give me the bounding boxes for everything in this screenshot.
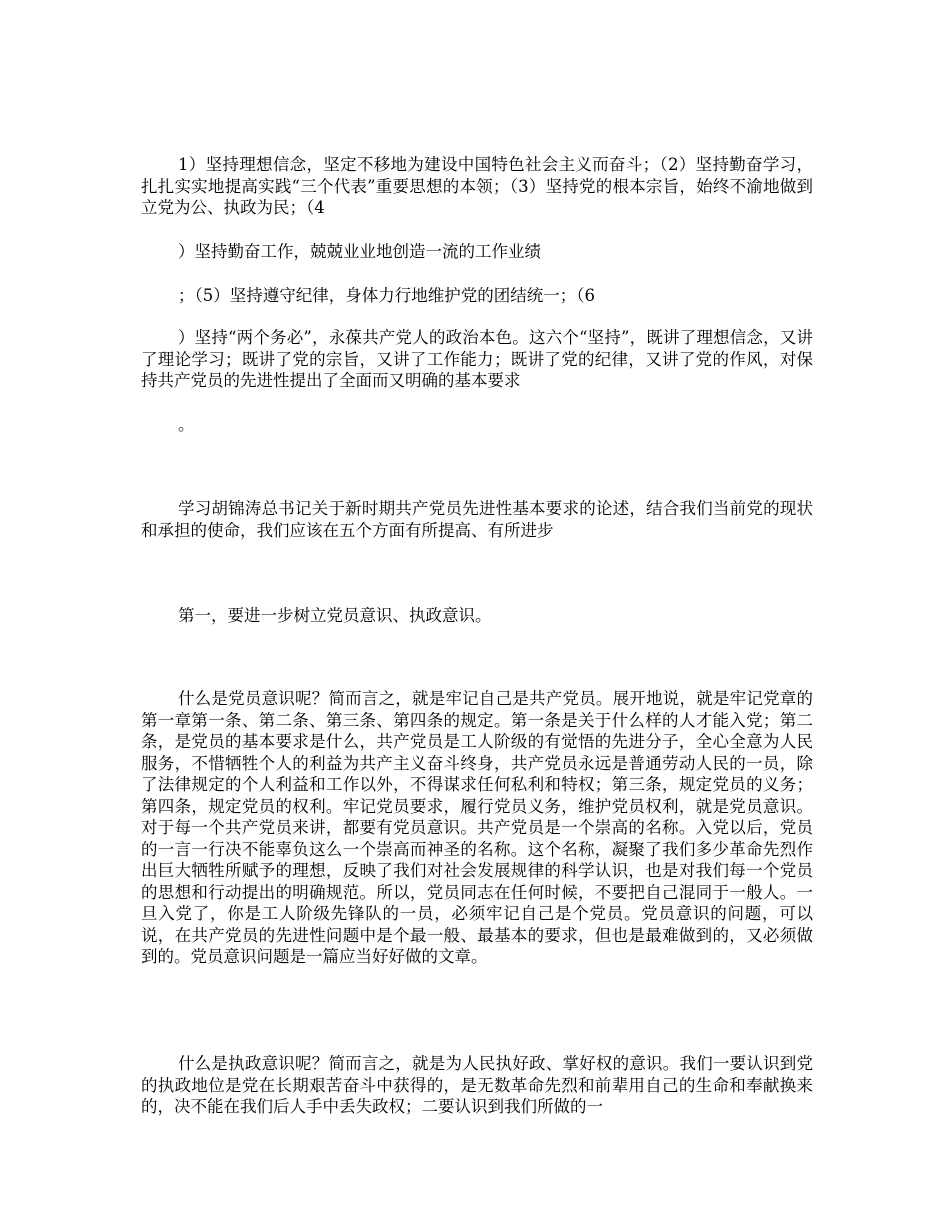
paragraph-period: 。 [178,415,195,434]
paragraph-six-requirements-part1: 1）坚持理想信念，坚定不移地为建设中国特色社会主义而奋斗；（2）坚持勤奋学习，扎扎实实地提高实践“三个代表”重要思想的本领；（3）坚持党的根本宗旨，始终不渝地做到立党为公、执政为民；（4 [141,155,813,217]
paragraph-six-requirements-part4: ）坚持“两个务必”，永葆共产党人的政治本色。这六个“坚持”，既讲了理想信念，又讲了理论学习；既讲了党的宗旨，又讲了工作能力；既讲了党的纪律，又讲了党的作风，对保持共产党员的先进性提出了全面而又明确的基本要求 [141,328,813,390]
paragraph-governing-awareness: 什么是执政意识呢？简而言之，就是为人民执好政、掌好权的意识。我们一要认识到党的执政地位是党在长期艰苦奋斗中获得的，是无数革命先烈和前辈用自己的生命和奉献换来的，决不能在我们后人手中丢失政权；二要认识到我们所做的一 [141,1054,813,1116]
section-heading-first: 第一，要进一步树立党员意识、执政意识。 [178,606,492,625]
paragraph-six-requirements-part2: ）坚持勤奋工作，兢兢业业地创造一流的工作业绩 [178,242,541,261]
paragraph-study-summary: 学习胡锦涛总书记关于新时期共产党员先进性基本要求的论述，结合我们当前党的现状和承担的使命，我们应该在五个方面有所提高、有所进步 [141,499,813,540]
paragraph-party-member-awareness: 什么是党员意识呢？简而言之，就是牢记自己是共产党员。展开地说，就是牢记党章的第一章第一条、第二条、第三条、第四条的规定。第一条是关于什么样的人才能入党；第二条，是党员的基本要求是什么，共产党员是工人阶级的有觉悟的先进分子，全心全意为人民服务，不惜牺牲个人的利益为共产主义奋斗终身，共产党员永远是普通劳动人民的一员，除了法律规定的个人利益和工作以外，不得谋求任何私利和特权；第三条，规定党员的义务；第四条，规定党员的权利。牢记党员要求，履行党员义务，维护党员权利，就是党员意识。对于每一个共产党员来讲，都要有党员意识。共产党员是一个崇高的名称。入党以后，党员的一言一行决不能辜负这么一个崇高而神圣的名称。这个名称，凝聚了我们多少革命先烈作出巨大牺牲所赋予的理想，反映了我们对社会发展规律的科学认识，也是对我们每一个党员的思想和行动提出的明确规范。所以，党员同志在任何时候，不要把自己混同于一般人。一旦入党了，你是工人阶级先锋队的一员，必须牢记自己是个党员。党员意识的问题，可以说，在共产党员的先进性问题中是个最一般、最基本的要求，但也是最难做到的，又必须做到的。党员意识问题是一篇应当好好做的文章。 [141,689,813,966]
paragraph-six-requirements-part3: ；（5）坚持遵守纪律，身体力行地维护党的团结统一；（6 [178,286,595,305]
